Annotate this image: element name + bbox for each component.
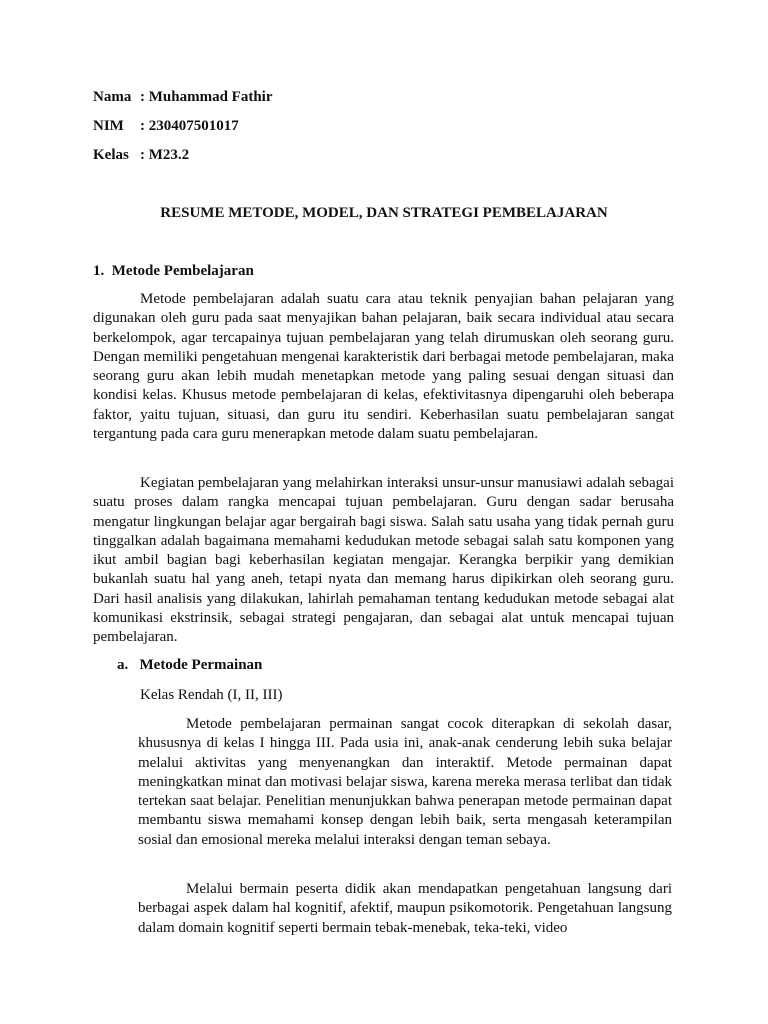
class-value: : M23.2 xyxy=(140,147,190,163)
student-nim-row xyxy=(93,117,239,135)
subsection-a-paragraph-2: Melalui bermain peserta didik akan mendapatkan pengetahuan langsung dari berbagai aspek dalam hal kognitif, afektif, maupun psikomotorik. Pengetahuan langsung dalam domain kognitif seperti bermain tebak-menebak, teka-teki, video xyxy=(138,881,672,936)
student-name-row xyxy=(93,88,273,106)
section-1-paragraph-1: Metode pembelajaran adalah suatu cara atau teknik penyajian bahan pelajaran yang digunakan oleh guru pada saat menyajikan bahan pelajaran, baik secara individual atau secara berkelompok, agar tercapainya tujuan pembelajaran yang telah dirumuskan oleh seorang guru. Dengan memiliki pengetahuan mengenai karakteristik dari berbagai metode pembelajaran, maka seorang guru akan lebih mudah menetapkan metode yang paling sesuai dengan situasi dan kondisi kelas. Khusus metode pembelajaran di kelas, efektivitasnya dipengaruhi oleh beberapa faktor, yaitu tujuan, situasi, dan guru itu sendiri. Keberhasilan suatu pembelajaran sangat tergantung pada cara guru menerapkan metode dalam suatu pembelajaran. xyxy=(93,291,674,443)
subsection-a-paragraph-1: Metode pembelajaran permainan sangat cocok diterapkan di sekolah dasar, khususnya di kelas I hingga III. Pada usia ini, anak-anak cenderung lebih suka belajar melalui aktivitas yang menyenangkan dan interaktif. Metode permainan dapat meningkatkan minat dan motivasi belajar siswa, karena mereka merasa terlibat dan tidak tertekan saat belajar. Penelitian menunjukkan bahwa penerapan metode permainan dapat membantu siswa memahami konsep dengan lebih baik, serta mengasah keterampilan sosial dan emosional mereka melalui interaksi dengan teman sebaya. xyxy=(138,716,672,848)
name-value: : Muhammad Fathir xyxy=(140,89,273,105)
name-key: Nama xyxy=(93,89,132,105)
nim-key: NIM xyxy=(93,118,124,134)
student-class-row xyxy=(93,146,189,164)
subsection-a-heading: a. Metode Permainan xyxy=(117,657,263,673)
document-title: RESUME METODE, MODEL, DAN STRATEGI PEMBELAJARAN xyxy=(160,205,608,221)
section-1-paragraph-2: Kegiatan pembelajaran yang melahirkan interaksi unsur-unsur manusiawi adalah sebagai suatu proses dalam rangka mencapai tujuan pembelajaran. Guru dengan sadar berusaha mengatur lingkungan belajar agar bergairah bagi siswa. Salah satu usaha yang tidak pernah guru tinggalkan adalah bagaimana memahami kedudukan metode sebagai salah satu komponen yang ikut ambil bagian bagi keberhasilan kegiatan mengajar. Kerangka berpikir yang demikian bukanlah suatu hal yang aneh, tetapi nyata dan memang harus dipikirkan oleh seorang guru. Dari hasil analisis yang dilakukan, lahirlah pemahaman tentang kedudukan metode sebagai alat komunikasi ekstrinsik, sebagai strategi pengajaran, dan sebagai alat untuk mencapai tujuan pembelajaran. xyxy=(93,475,674,646)
nim-value: : 230407501017 xyxy=(140,118,239,134)
class-key: Kelas xyxy=(93,147,129,163)
section-1-heading: 1. Metode Pembelajaran xyxy=(93,263,254,279)
subsection-a-subtitle: Kelas Rendah (I, II, III) xyxy=(140,687,283,703)
